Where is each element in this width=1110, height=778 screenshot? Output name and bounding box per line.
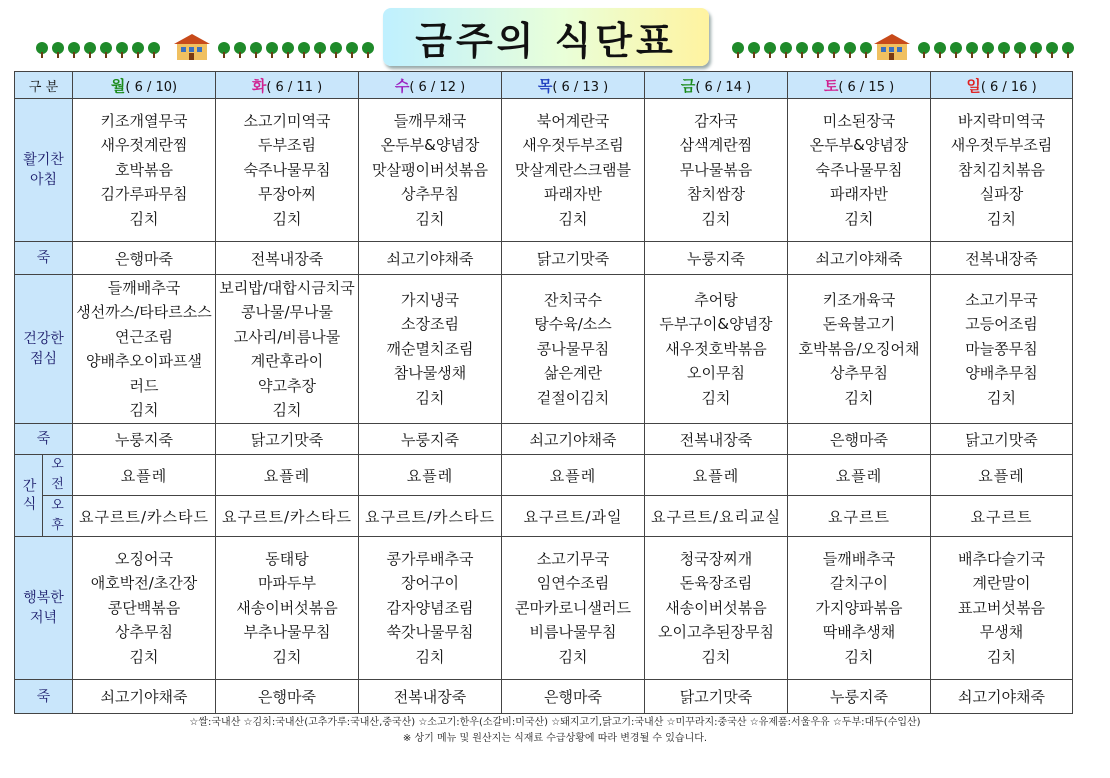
tree-icon — [266, 42, 278, 58]
menu-item: 김치 — [272, 401, 302, 419]
menu-item: 삶은계란 — [544, 364, 602, 383]
porridge-cell: 닭고기맛죽 — [502, 242, 645, 275]
day-date: ( 6 / 16 ) — [980, 79, 1037, 95]
menu-item: 김치 — [844, 647, 874, 666]
day-name: 화 — [251, 76, 267, 95]
day-date: ( 6 / 11 ) — [266, 79, 323, 95]
menu-item: 김치 — [701, 209, 731, 228]
menu-item: 추어탕 — [694, 290, 738, 309]
snack-pm-label: 오 후 — [43, 496, 73, 537]
lunch-porridge-row — [15, 424, 1073, 455]
tree-icon — [844, 42, 856, 58]
porridge-label: 죽 — [15, 242, 73, 275]
porridge-cell: 쇠고기야채죽 — [359, 242, 502, 275]
snack-am-cell: 요플레 — [788, 455, 931, 496]
menu-item: 무생채 — [979, 623, 1024, 642]
menu-item: 참치김치볶음 — [958, 160, 1045, 179]
tree-icon — [282, 42, 294, 58]
tree-icon — [250, 42, 262, 58]
lunch-cell — [931, 275, 1073, 424]
category-header: 구 분 — [15, 72, 73, 99]
dinner-cell — [931, 537, 1073, 680]
day-date: ( 6 / 15 ) — [838, 79, 895, 95]
lunch-row — [15, 275, 1073, 424]
breakfast-label: 활기찬 아침 — [15, 99, 73, 242]
menu-item: 콩단백볶음 — [107, 598, 181, 617]
menu-item: 임연수조림 — [536, 574, 610, 593]
menu-item: 오이무침 — [687, 364, 745, 383]
porridge-cell: 은행마죽 — [788, 424, 931, 455]
menu-item: 가지양파볶음 — [815, 598, 903, 617]
menu-item: 무나물볶음 — [679, 160, 753, 179]
tree-icon — [148, 42, 160, 58]
tree-icon — [36, 42, 48, 58]
menu-item: 깨순멸치조림 — [386, 339, 474, 358]
tree-icon — [314, 42, 326, 58]
menu-item: 동태탕 — [265, 549, 309, 568]
lunch-cell — [73, 275, 216, 424]
tree-icon — [100, 42, 112, 58]
tree-icon — [1062, 42, 1074, 58]
breakfast-porridge-row — [15, 242, 1073, 275]
menu-item: 새우젓계란찜 — [100, 136, 188, 155]
tree-icon — [1014, 42, 1026, 58]
menu-item: 오징어국 — [115, 549, 173, 568]
menu-item: 새우젓두부조림 — [950, 136, 1053, 155]
dinner-label: 행복한 저녁 — [15, 537, 73, 680]
menu-item: 상추무침 — [115, 623, 173, 642]
menu-item: 오이고추된장무침 — [658, 623, 774, 642]
menu-item: 겉절이김치 — [536, 388, 610, 407]
dinner-cell — [216, 537, 359, 680]
porridge-cell: 은행마죽 — [216, 680, 359, 714]
menu-item: 김치 — [987, 388, 1016, 407]
menu-item: 김치 — [844, 388, 874, 407]
snack-label: 간식 — [15, 455, 43, 537]
menu-item: 김치 — [558, 209, 588, 228]
menu-item: 키조개열무국 — [100, 111, 188, 130]
menu-item: 김치 — [415, 388, 445, 407]
house-icon — [874, 34, 910, 60]
menu-item: 쑥갓나물무침 — [386, 623, 474, 642]
day-date: ( 6 / 10) — [125, 79, 178, 95]
porridge-cell: 누룽지죽 — [359, 424, 502, 455]
origin-note: ☆쌀:국내산 ☆김치:국내산(고추가루:국내산,중국산) ☆소고기:한우(소갈비:미국산) ☆돼지고기,닭고기:국내산 ☆미꾸라지:중국산 ☆유제품:서울우유 ☆두부:대두(수입산) — [189, 717, 921, 728]
tree-icon — [812, 42, 824, 58]
menu-item: 소고기무국 — [965, 290, 1038, 309]
snack-am-cell: 요플레 — [645, 455, 788, 496]
porridge-cell: 닭고기맛죽 — [216, 424, 359, 455]
snack-am-row — [15, 455, 1073, 496]
menu-table — [14, 71, 1073, 714]
page-title-box — [383, 8, 709, 66]
menu-item: 바지락미역국 — [958, 111, 1045, 130]
snack-am-label: 오 전 — [43, 455, 73, 496]
menu-item: 콩나물무침 — [536, 339, 610, 358]
porridge-label: 죽 — [15, 424, 73, 455]
breakfast-cell — [931, 99, 1073, 242]
menu-item: 실파장 — [979, 185, 1024, 204]
porridge-cell: 누룽지죽 — [73, 424, 216, 455]
menu-item: 온두부&양념장 — [809, 136, 909, 155]
dinner-cell — [73, 537, 216, 680]
menu-item: 숙주나물무침 — [243, 160, 331, 179]
menu-item: 김치 — [415, 209, 445, 228]
menu-item: 잔치국수 — [544, 290, 602, 309]
header-row — [15, 72, 1073, 99]
day-name: 수 — [394, 76, 410, 95]
menu-item: 삼색계란찜 — [679, 136, 753, 155]
dinner-cell — [502, 537, 645, 680]
porridge-cell: 전복내장죽 — [645, 424, 788, 455]
breakfast-cell — [645, 99, 788, 242]
menu-item: 호박볶음/오징어채 — [798, 339, 920, 358]
menu-item: 들깨배추국 — [107, 278, 181, 297]
tree-row-icon — [34, 32, 379, 62]
menu-item: 양배추오이파프샐 — [86, 352, 202, 370]
menu-item: 딱배추생채 — [822, 623, 896, 642]
porridge-cell: 누룽지죽 — [788, 680, 931, 714]
menu-item: 새송이버섯볶음 — [665, 598, 767, 617]
tree-icon — [68, 42, 80, 58]
snack-pm-cell: 요구르트 — [788, 496, 931, 537]
porridge-cell: 전복내장죽 — [359, 680, 502, 714]
menu-item: 들깨무채국 — [393, 111, 467, 130]
snack-pm-cell: 요구르트/카스타드 — [359, 496, 502, 537]
menu-item: 새송이버섯볶음 — [236, 598, 338, 617]
tree-icon — [218, 42, 230, 58]
breakfast-cell — [788, 99, 931, 242]
tree-icon — [860, 42, 872, 58]
menu-item: 약고추장 — [258, 376, 316, 395]
menu-item: 장어구이 — [401, 574, 459, 593]
porridge-cell: 누룽지죽 — [645, 242, 788, 275]
day-header — [645, 72, 788, 99]
decoration-left — [34, 32, 379, 62]
tree-icon — [998, 42, 1010, 58]
menu-item: 들깨배추국 — [822, 549, 896, 568]
snack-am-cell: 요플레 — [216, 455, 359, 496]
breakfast-row — [15, 99, 1073, 242]
menu-item: 계란말이 — [972, 574, 1031, 593]
day-header — [359, 72, 502, 99]
menu-item: 파래자반 — [830, 185, 888, 204]
tree-icon — [918, 42, 930, 58]
tree-icon — [330, 42, 342, 58]
menu-item: 새우젓두부조림 — [522, 136, 624, 155]
menu-item: 가지냉국 — [401, 290, 459, 309]
dinner-cell — [645, 537, 788, 680]
tree-icon — [298, 42, 310, 58]
porridge-cell: 쇠고기야채죽 — [788, 242, 931, 275]
lunch-cell — [359, 275, 502, 424]
day-header — [788, 72, 931, 99]
snack-am-cell: 요플레 — [931, 455, 1073, 496]
menu-item: 돈육불고기 — [822, 315, 896, 334]
menu-item: 상추무침 — [401, 185, 459, 204]
day-header — [73, 72, 216, 99]
menu-item: 참나물생채 — [393, 364, 467, 383]
breakfast-cell — [216, 99, 359, 242]
menu-item: 계란후라이 — [250, 352, 324, 370]
dinner-row — [15, 537, 1073, 680]
day-date: ( 6 / 14 ) — [695, 79, 752, 95]
menu-item: 김치 — [844, 209, 874, 228]
day-name: 일 — [966, 76, 981, 95]
menu-item: 두부조림 — [258, 136, 316, 155]
tree-row-icon — [730, 32, 1075, 62]
breakfast-cell — [73, 99, 216, 242]
day-date: ( 6 / 12 ) — [409, 79, 466, 95]
porridge-cell: 쇠고기야채죽 — [502, 424, 645, 455]
tree-icon — [982, 42, 994, 58]
menu-item: 콩가루배추국 — [386, 549, 474, 568]
day-name: 목 — [537, 76, 553, 95]
breakfast-cell — [359, 99, 502, 242]
tree-icon — [780, 42, 792, 58]
menu-item: 김치 — [701, 647, 731, 666]
menu-item: 김치 — [272, 209, 302, 228]
day-header — [216, 72, 359, 99]
menu-item: 감자국 — [694, 111, 738, 130]
decoration-right — [730, 32, 1075, 62]
menu-item: 배추다슬기국 — [958, 549, 1045, 568]
menu-item: 애호박전/초간장 — [90, 574, 198, 593]
menu-item: 보리밥/대합시금치국 — [219, 278, 355, 297]
menu-item: 청국장찌개 — [679, 549, 753, 568]
tree-icon — [796, 42, 808, 58]
snack-am-cell: 요플레 — [359, 455, 502, 496]
porridge-cell: 쇠고기야채죽 — [73, 680, 216, 714]
menu-item: 김치 — [987, 647, 1016, 666]
porridge-cell: 닭고기맛죽 — [645, 680, 788, 714]
menu-item: 탕수육/소스 — [534, 315, 612, 334]
menu-item: 김치 — [272, 647, 302, 666]
page-title: 금주의 식단표 — [415, 18, 677, 63]
menu-item: 감자양념조림 — [386, 598, 474, 617]
menu-item: 갈치구이 — [830, 574, 888, 593]
menu-item: 무장아찌 — [258, 185, 316, 204]
snack-pm-row — [15, 496, 1073, 537]
tree-icon — [934, 42, 946, 58]
day-name: 토 — [823, 76, 839, 95]
tree-icon — [828, 42, 840, 58]
menu-item: 김치 — [129, 209, 159, 228]
menu-item: 콘마카로니샐러드 — [515, 598, 631, 617]
tree-icon — [764, 42, 776, 58]
snack-pm-cell: 요구르트/카스타드 — [216, 496, 359, 537]
menu-item: 소고기무국 — [536, 549, 610, 568]
porridge-cell: 은행마죽 — [73, 242, 216, 275]
snack-am-cell: 요플레 — [502, 455, 645, 496]
menu-item: 마늘쫑무침 — [965, 339, 1038, 358]
menu-item: 참치쌈장 — [687, 185, 745, 204]
dinner-cell — [788, 537, 931, 680]
menu-item: 파래자반 — [544, 185, 602, 204]
snack-pm-cell: 요구르트 — [931, 496, 1073, 537]
house-icon — [174, 34, 210, 60]
menu-item: 북어계란국 — [536, 111, 610, 130]
menu-item: 미소된장국 — [822, 111, 896, 130]
menu-item: 고사리/비름나물 — [233, 327, 341, 346]
menu-item: 양배추무침 — [965, 364, 1038, 383]
disclaimer-note: ※ 상기 메뉴 및 원산지는 식재료 수급상황에 따라 변경될 수 있습니다. — [402, 733, 708, 744]
tree-icon — [950, 42, 962, 58]
menu-item: 온두부&양념장 — [380, 136, 480, 155]
tree-icon — [346, 42, 358, 58]
menu-item: 생선까스/타타르소스 — [76, 303, 212, 321]
menu-item: 표고버섯볶음 — [958, 598, 1045, 617]
menu-item: 러드 — [129, 376, 159, 395]
menu-item: 새우젓호박볶음 — [665, 339, 767, 358]
menu-item: 고등어조림 — [965, 315, 1038, 334]
day-date: ( 6 / 13 ) — [552, 79, 609, 95]
menu-item: 연근조림 — [115, 327, 173, 346]
menu-item: 김치 — [701, 388, 731, 407]
tree-icon — [84, 42, 96, 58]
menu-item: 소고기미역국 — [243, 111, 331, 130]
menu-item: 호박볶음 — [115, 160, 173, 179]
tree-icon — [1030, 42, 1042, 58]
porridge-cell: 은행마죽 — [502, 680, 645, 714]
menu-item: 두부구이&양념장 — [659, 315, 773, 334]
day-header — [502, 72, 645, 99]
menu-item: 김치 — [558, 647, 588, 666]
menu-item: 비름나물무침 — [529, 623, 617, 642]
tree-icon — [132, 42, 144, 58]
porridge-cell: 쇠고기야채죽 — [931, 680, 1073, 714]
menu-item: 마파두부 — [258, 574, 316, 593]
menu-item: 맛살팽이버섯볶음 — [372, 160, 488, 179]
tree-icon — [234, 42, 246, 58]
tree-icon — [116, 42, 128, 58]
menu-item: 부추나물무침 — [243, 623, 331, 642]
snack-pm-cell: 요구르트/카스타드 — [73, 496, 216, 537]
lunch-cell — [645, 275, 788, 424]
menu-item: 맛살계란스크램블 — [515, 160, 631, 179]
lunch-cell — [216, 275, 359, 424]
tree-icon — [748, 42, 760, 58]
lunch-cell — [502, 275, 645, 424]
menu-item: 김치 — [129, 401, 159, 419]
menu-item: 소장조림 — [401, 315, 459, 334]
menu-item: 키조개육국 — [822, 290, 896, 309]
lunch-label: 건강한 점심 — [15, 275, 73, 424]
day-name: 금 — [680, 76, 696, 95]
snack-pm-cell: 요구르트/과일 — [502, 496, 645, 537]
menu-item: 김가루파무침 — [100, 185, 188, 204]
tree-icon — [52, 42, 64, 58]
tree-icon — [362, 42, 374, 58]
lunch-cell — [788, 275, 931, 424]
snack-am-cell: 요플레 — [73, 455, 216, 496]
menu-item: 상추무침 — [830, 364, 888, 383]
menu-item: 콩나물/무나물 — [241, 303, 333, 321]
menu-item: 돈육장조림 — [679, 574, 753, 593]
snack-pm-cell: 요구르트/요리교실 — [645, 496, 788, 537]
dinner-porridge-row — [15, 680, 1073, 714]
menu-item: 숙주나물무침 — [815, 160, 903, 179]
day-header — [931, 72, 1073, 99]
breakfast-cell — [502, 99, 645, 242]
menu-item: 김치 — [415, 647, 445, 666]
menu-item: 김치 — [987, 209, 1016, 228]
dinner-cell — [359, 537, 502, 680]
menu-item: 김치 — [129, 647, 159, 666]
tree-icon — [966, 42, 978, 58]
porridge-cell: 전복내장죽 — [216, 242, 359, 275]
porridge-cell: 닭고기맛죽 — [931, 424, 1073, 455]
porridge-label: 죽 — [15, 680, 73, 714]
porridge-cell: 전복내장죽 — [931, 242, 1073, 275]
day-name: 월 — [110, 76, 126, 95]
tree-icon — [732, 42, 744, 58]
tree-icon — [1046, 42, 1058, 58]
